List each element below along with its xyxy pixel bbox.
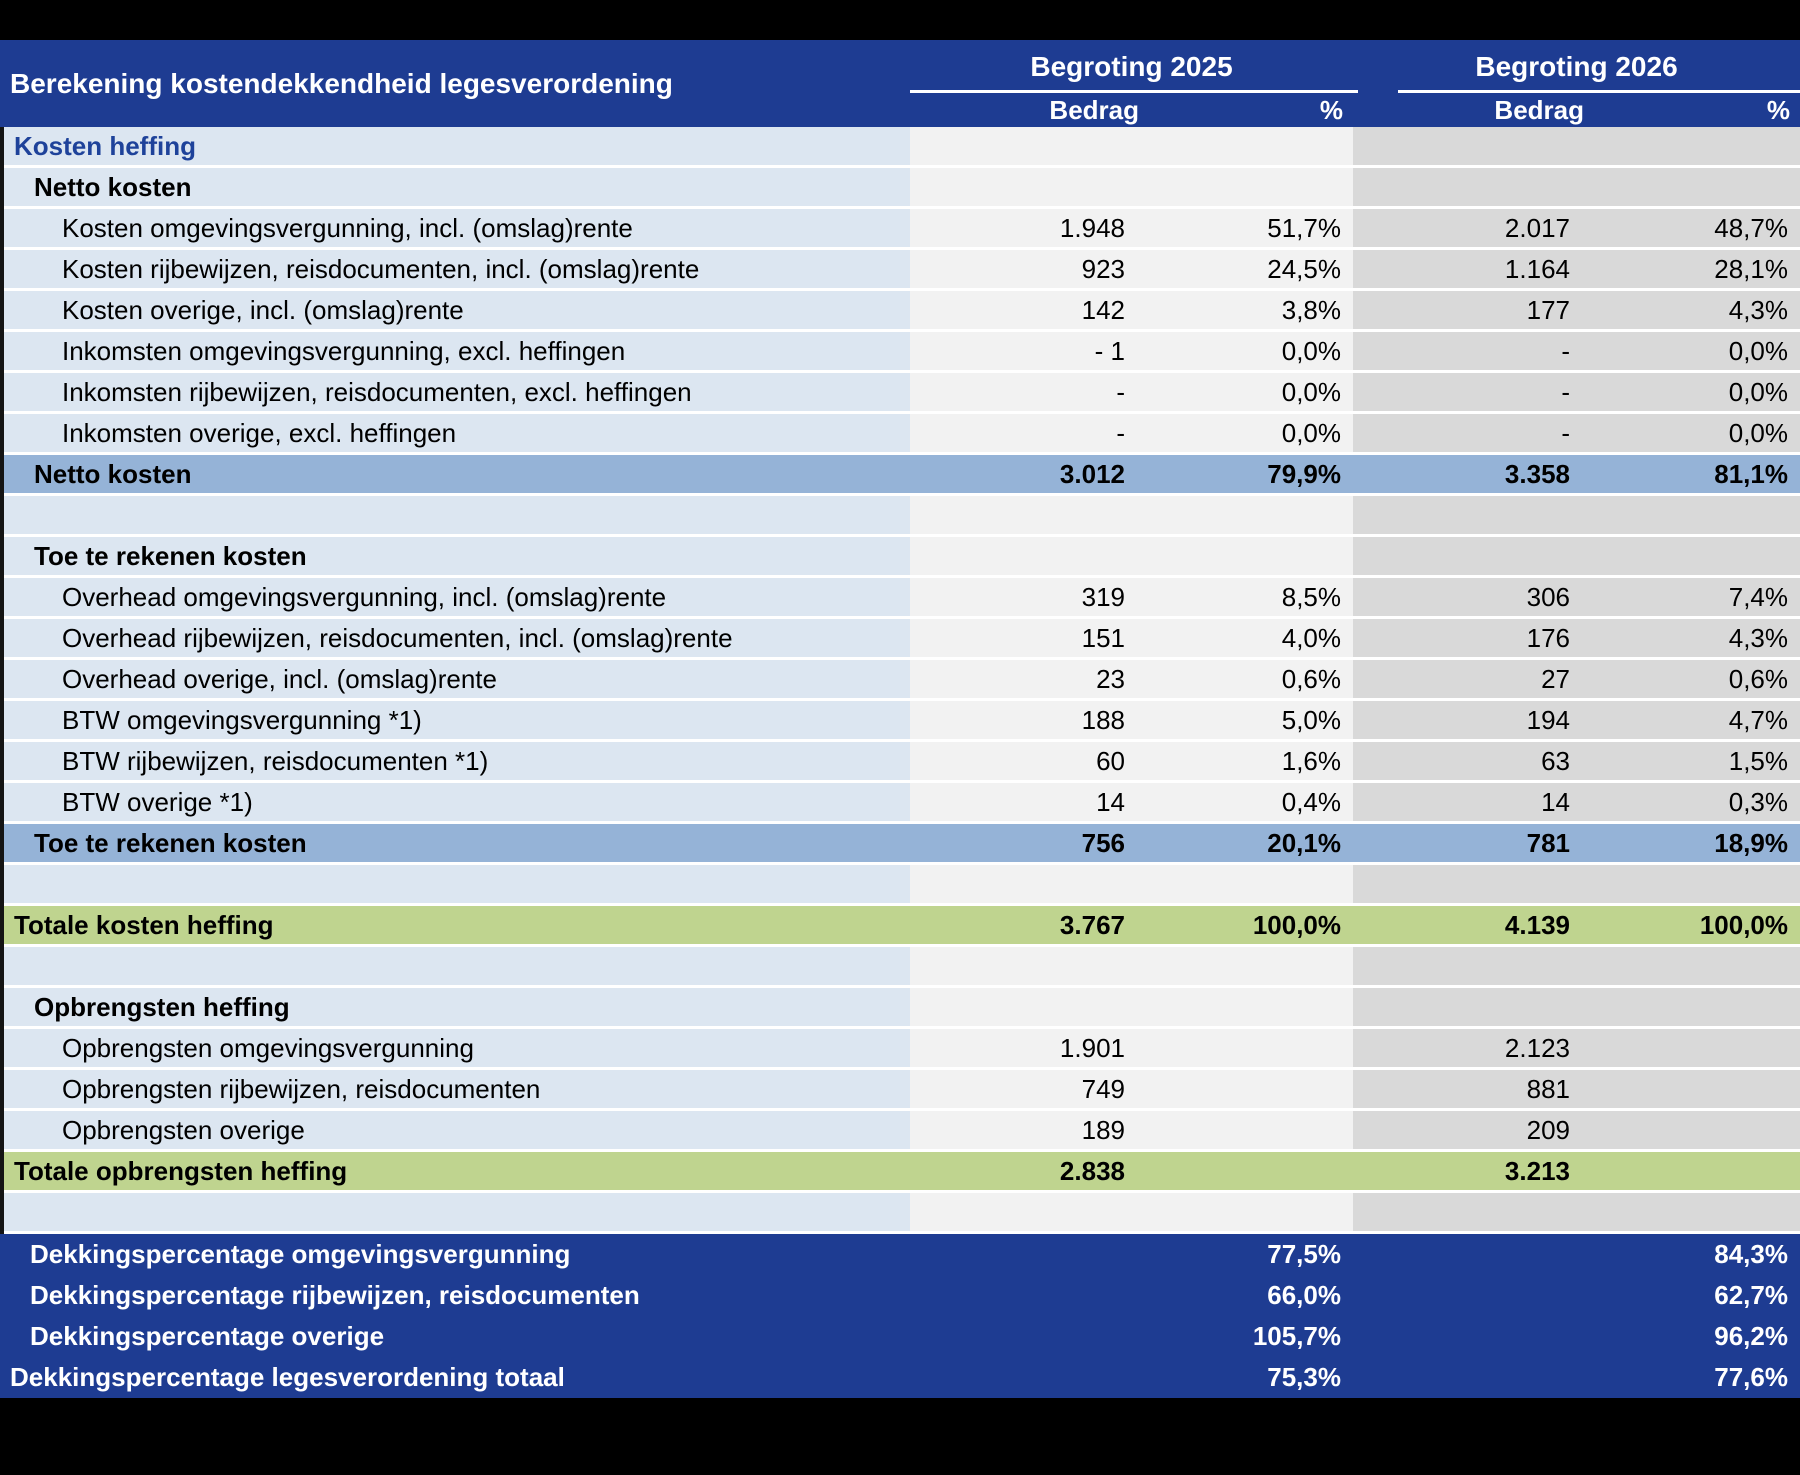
bedrag-2026-cell: 194 bbox=[1353, 701, 1600, 739]
pct-2025-cell: 0,0% bbox=[1155, 414, 1353, 452]
pct-2026-cell: 62,7% bbox=[1714, 1280, 1788, 1310]
table-row bbox=[4, 947, 1800, 985]
subheader-bedrag-2025: Bedrag bbox=[1049, 94, 1139, 125]
bedrag-2025-cell: 14 bbox=[910, 783, 1155, 821]
table-row bbox=[4, 537, 1800, 575]
row-label: Opbrengsten omgevingsvergunning bbox=[4, 1029, 910, 1067]
column-group-2025: Begroting 2025 bbox=[1030, 51, 1233, 82]
pct-2025-cell: 66,0% bbox=[1267, 1280, 1341, 1310]
pct-2026-cell: 4,3% bbox=[1600, 291, 1800, 329]
bedrag-2026-cell bbox=[1353, 988, 1600, 1026]
pct-2026-cell bbox=[1600, 1111, 1800, 1149]
pct-2026-cell: 84,3% bbox=[1714, 1239, 1788, 1269]
row-label bbox=[4, 1193, 910, 1231]
row-label: Totale opbrengsten heffing bbox=[4, 1152, 910, 1190]
row-label: Opbrengsten rijbewijzen, reisdocumenten bbox=[4, 1070, 910, 1108]
table-body bbox=[0, 127, 1800, 1234]
pct-2025-cell: 3,8% bbox=[1155, 291, 1353, 329]
pct-2025-cell: 75,3% bbox=[1267, 1362, 1341, 1392]
bedrag-2026-cell: - bbox=[1353, 414, 1600, 452]
bedrag-2025-cell bbox=[910, 496, 1155, 534]
bedrag-2026-cell bbox=[1353, 1193, 1600, 1231]
table-row bbox=[4, 742, 1800, 780]
pct-2025-cell bbox=[1155, 1070, 1353, 1108]
table-row bbox=[4, 824, 1800, 862]
pct-2026-cell bbox=[1600, 537, 1800, 575]
pct-2025-cell: 105,7% bbox=[1252, 1321, 1341, 1351]
pct-2026-cell: 96,2% bbox=[1714, 1321, 1788, 1351]
pct-2026-cell bbox=[1600, 1029, 1800, 1067]
pct-2025-cell bbox=[1155, 1152, 1353, 1190]
table-row bbox=[4, 619, 1800, 657]
pct-2026-cell bbox=[1600, 127, 1800, 165]
row-label: Netto kosten bbox=[4, 168, 910, 206]
pct-2025-cell: 77,5% bbox=[1267, 1239, 1341, 1269]
pct-2026-cell bbox=[1600, 865, 1800, 903]
pct-2025-cell: 8,5% bbox=[1155, 578, 1353, 616]
pct-2026-cell: 28,1% bbox=[1600, 250, 1800, 288]
subheader-pct-2025: % bbox=[1319, 94, 1343, 125]
bedrag-2026-cell: 3.213 bbox=[1353, 1152, 1600, 1190]
bedrag-2026-cell: 1.164 bbox=[1353, 250, 1600, 288]
row-label: Netto kosten bbox=[4, 455, 910, 493]
row-label: Dekkingspercentage rijbewijzen, reisdocumenten bbox=[30, 1280, 640, 1310]
pct-2025-cell bbox=[1155, 1111, 1353, 1149]
pct-2025-cell bbox=[1155, 127, 1353, 165]
pct-2025-cell: 0,0% bbox=[1155, 373, 1353, 411]
table-row bbox=[4, 1029, 1800, 1067]
bedrag-2025-cell: - bbox=[910, 414, 1155, 452]
bedrag-2025-cell bbox=[910, 1234, 1155, 1275]
row-label: BTW overige *1) bbox=[4, 783, 910, 821]
bedrag-2026-cell bbox=[1353, 127, 1600, 165]
pct-2025-cell: 20,1% bbox=[1155, 824, 1353, 862]
row-label: Overhead overige, incl. (omslag)rente bbox=[4, 660, 910, 698]
bedrag-2026-cell bbox=[1353, 168, 1600, 206]
pct-2026-cell bbox=[1600, 1070, 1800, 1108]
row-label: Dekkingspercentage legesverordening totaal bbox=[10, 1362, 565, 1392]
bedrag-2025-cell: - 1 bbox=[910, 332, 1155, 370]
pct-2026-cell bbox=[1600, 168, 1800, 206]
row-label: Toe te rekenen kosten bbox=[4, 537, 910, 575]
bedrag-2026-cell: - bbox=[1353, 373, 1600, 411]
table-row bbox=[4, 209, 1800, 247]
table-row bbox=[4, 496, 1800, 534]
bedrag-2026-cell: 781 bbox=[1353, 824, 1600, 862]
page-title: Berekening kostendekkendheid legesverordening bbox=[10, 67, 673, 99]
pct-2025-cell: 0,0% bbox=[1155, 332, 1353, 370]
row-label bbox=[4, 496, 910, 534]
bedrag-2025-cell: 60 bbox=[910, 742, 1155, 780]
bedrag-2025-cell: 1.948 bbox=[910, 209, 1155, 247]
bedrag-2025-cell: 1.901 bbox=[910, 1029, 1155, 1067]
row-label: Kosten overige, incl. (omslag)rente bbox=[4, 291, 910, 329]
pct-2025-cell bbox=[1155, 947, 1353, 985]
pct-2026-cell: 0,0% bbox=[1600, 414, 1800, 452]
bedrag-2026-cell: 4.139 bbox=[1353, 906, 1600, 944]
bedrag-2026-cell bbox=[1353, 1234, 1600, 1275]
row-label: Totale kosten heffing bbox=[4, 906, 910, 944]
pct-2025-cell: 51,7% bbox=[1155, 209, 1353, 247]
pct-2026-cell bbox=[1600, 1152, 1800, 1190]
bedrag-2025-cell: 3.012 bbox=[910, 455, 1155, 493]
table-row bbox=[4, 250, 1800, 288]
table-row bbox=[4, 578, 1800, 616]
pct-2025-cell bbox=[1155, 988, 1353, 1026]
subheader-pct-2026: % bbox=[1766, 94, 1790, 125]
table-row bbox=[4, 168, 1800, 206]
bedrag-2026-cell: - bbox=[1353, 332, 1600, 370]
table-row bbox=[4, 291, 1800, 329]
pct-2025-cell: 4,0% bbox=[1155, 619, 1353, 657]
bedrag-2025-cell bbox=[910, 537, 1155, 575]
pct-2026-cell: 0,0% bbox=[1600, 373, 1800, 411]
bedrag-2026-cell: 881 bbox=[1353, 1070, 1600, 1108]
table-row bbox=[4, 1152, 1800, 1190]
pct-2025-cell bbox=[1155, 537, 1353, 575]
bedrag-2025-cell bbox=[910, 168, 1155, 206]
pct-2026-cell bbox=[1600, 988, 1800, 1026]
pct-2025-cell: 79,9% bbox=[1155, 455, 1353, 493]
bedrag-2026-cell: 3.358 bbox=[1353, 455, 1600, 493]
row-label bbox=[4, 947, 910, 985]
pct-2026-cell: 81,1% bbox=[1600, 455, 1800, 493]
table-row bbox=[4, 1111, 1800, 1149]
bedrag-2025-cell bbox=[910, 1357, 1155, 1398]
bedrag-2025-cell: 189 bbox=[910, 1111, 1155, 1149]
row-label: Kosten heffing bbox=[4, 127, 910, 165]
bedrag-2025-cell: 142 bbox=[910, 291, 1155, 329]
bedrag-2026-cell: 306 bbox=[1353, 578, 1600, 616]
table-row bbox=[4, 1070, 1800, 1108]
pct-2026-cell: 1,5% bbox=[1600, 742, 1800, 780]
bedrag-2026-cell: 14 bbox=[1353, 783, 1600, 821]
table-row bbox=[0, 1357, 1800, 1398]
row-label: Overhead omgevingsvergunning, incl. (omslag)rente bbox=[4, 578, 910, 616]
table-row bbox=[4, 660, 1800, 698]
table-row bbox=[4, 414, 1800, 452]
pct-2026-cell: 0,3% bbox=[1600, 783, 1800, 821]
bedrag-2026-cell: 2.017 bbox=[1353, 209, 1600, 247]
subheader-bedrag-2026: Bedrag bbox=[1494, 94, 1584, 125]
bedrag-2025-cell: 749 bbox=[910, 1070, 1155, 1108]
bedrag-2025-cell bbox=[910, 1193, 1155, 1231]
pct-2025-cell: 100,0% bbox=[1155, 906, 1353, 944]
row-label: Kosten rijbewijzen, reisdocumenten, incl. (omslag)rente bbox=[4, 250, 910, 288]
table-row bbox=[4, 332, 1800, 370]
table-row bbox=[4, 783, 1800, 821]
bedrag-2025-cell: 2.838 bbox=[910, 1152, 1155, 1190]
pct-2025-cell: 24,5% bbox=[1155, 250, 1353, 288]
pct-2026-cell bbox=[1600, 496, 1800, 534]
bedrag-2026-cell bbox=[1353, 496, 1600, 534]
bedrag-2026-cell bbox=[1353, 947, 1600, 985]
bedrag-2026-cell bbox=[1353, 537, 1600, 575]
bedrag-2025-cell bbox=[910, 1316, 1155, 1357]
row-label: Opbrengsten overige bbox=[4, 1111, 910, 1149]
table-row bbox=[4, 1193, 1800, 1231]
pct-2025-cell bbox=[1155, 1193, 1353, 1231]
column-group-2026: Begroting 2026 bbox=[1475, 51, 1678, 82]
bedrag-2025-cell: 319 bbox=[910, 578, 1155, 616]
bedrag-2025-cell: - bbox=[910, 373, 1155, 411]
bedrag-2025-cell bbox=[910, 988, 1155, 1026]
pct-2026-cell: 100,0% bbox=[1600, 906, 1800, 944]
row-label: Dekkingspercentage overige bbox=[30, 1321, 385, 1351]
pct-2026-cell: 0,6% bbox=[1600, 660, 1800, 698]
pct-2025-cell bbox=[1155, 865, 1353, 903]
bedrag-2026-cell bbox=[1353, 1275, 1600, 1316]
table-row bbox=[4, 127, 1800, 165]
bedrag-2025-cell bbox=[910, 865, 1155, 903]
pct-2025-cell bbox=[1155, 1029, 1353, 1067]
row-label: Kosten omgevingsvergunning, incl. (omslag)rente bbox=[4, 209, 910, 247]
bedrag-2025-cell bbox=[910, 1275, 1155, 1316]
row-label: Inkomsten rijbewijzen, reisdocumenten, excl. heffingen bbox=[4, 373, 910, 411]
pct-2025-cell bbox=[1155, 168, 1353, 206]
pct-2026-cell: 77,6% bbox=[1714, 1362, 1788, 1392]
pct-2025-cell: 0,6% bbox=[1155, 660, 1353, 698]
table-row bbox=[4, 906, 1800, 944]
pct-2026-cell: 4,7% bbox=[1600, 701, 1800, 739]
row-label: BTW omgevingsvergunning *1) bbox=[4, 701, 910, 739]
coverage-percentage-section bbox=[0, 1234, 1800, 1398]
bedrag-2026-cell bbox=[1353, 1357, 1600, 1398]
pct-2025-cell: 5,0% bbox=[1155, 701, 1353, 739]
bedrag-2025-cell: 23 bbox=[910, 660, 1155, 698]
row-label: Dekkingspercentage omgevingsvergunning bbox=[30, 1239, 571, 1269]
table-row bbox=[0, 1316, 1800, 1357]
row-label: Inkomsten overige, excl. heffingen bbox=[4, 414, 910, 452]
bedrag-2026-cell: 27 bbox=[1353, 660, 1600, 698]
row-label: Overhead rijbewijzen, reisdocumenten, incl. (omslag)rente bbox=[4, 619, 910, 657]
table-row bbox=[4, 373, 1800, 411]
table-row bbox=[4, 988, 1800, 1026]
pct-2025-cell: 1,6% bbox=[1155, 742, 1353, 780]
bedrag-2025-cell: 756 bbox=[910, 824, 1155, 862]
pct-2026-cell: 18,9% bbox=[1600, 824, 1800, 862]
pct-2025-cell bbox=[1155, 496, 1353, 534]
pct-2026-cell bbox=[1600, 1193, 1800, 1231]
pct-2026-cell: 7,4% bbox=[1600, 578, 1800, 616]
pct-2026-cell: 48,7% bbox=[1600, 209, 1800, 247]
pct-2026-cell bbox=[1600, 947, 1800, 985]
bedrag-2026-cell bbox=[1353, 1316, 1600, 1357]
bedrag-2026-cell: 209 bbox=[1353, 1111, 1600, 1149]
bedrag-2025-cell: 151 bbox=[910, 619, 1155, 657]
cost-coverage-table bbox=[0, 40, 1800, 1398]
bedrag-2025-cell: 3.767 bbox=[910, 906, 1155, 944]
bedrag-2025-cell: 188 bbox=[910, 701, 1155, 739]
table-row bbox=[0, 1275, 1800, 1316]
pct-2026-cell: 0,0% bbox=[1600, 332, 1800, 370]
row-label: Opbrengsten heffing bbox=[4, 988, 910, 1026]
row-label: Toe te rekenen kosten bbox=[4, 824, 910, 862]
row-label: BTW rijbewijzen, reisdocumenten *1) bbox=[4, 742, 910, 780]
table-header bbox=[0, 40, 1800, 127]
bedrag-2026-cell: 2.123 bbox=[1353, 1029, 1600, 1067]
row-label bbox=[4, 865, 910, 903]
pct-2025-cell: 0,4% bbox=[1155, 783, 1353, 821]
bedrag-2026-cell bbox=[1353, 865, 1600, 903]
bedrag-2025-cell bbox=[910, 947, 1155, 985]
bedrag-2026-cell: 63 bbox=[1353, 742, 1600, 780]
table-row bbox=[4, 865, 1800, 903]
pct-2026-cell: 4,3% bbox=[1600, 619, 1800, 657]
bedrag-2026-cell: 176 bbox=[1353, 619, 1600, 657]
table-row bbox=[0, 1234, 1800, 1275]
bedrag-2025-cell: 923 bbox=[910, 250, 1155, 288]
table-row bbox=[4, 455, 1800, 493]
bedrag-2025-cell bbox=[910, 127, 1155, 165]
row-label: Inkomsten omgevingsvergunning, excl. heffingen bbox=[4, 332, 910, 370]
table-row bbox=[4, 701, 1800, 739]
bedrag-2026-cell: 177 bbox=[1353, 291, 1600, 329]
